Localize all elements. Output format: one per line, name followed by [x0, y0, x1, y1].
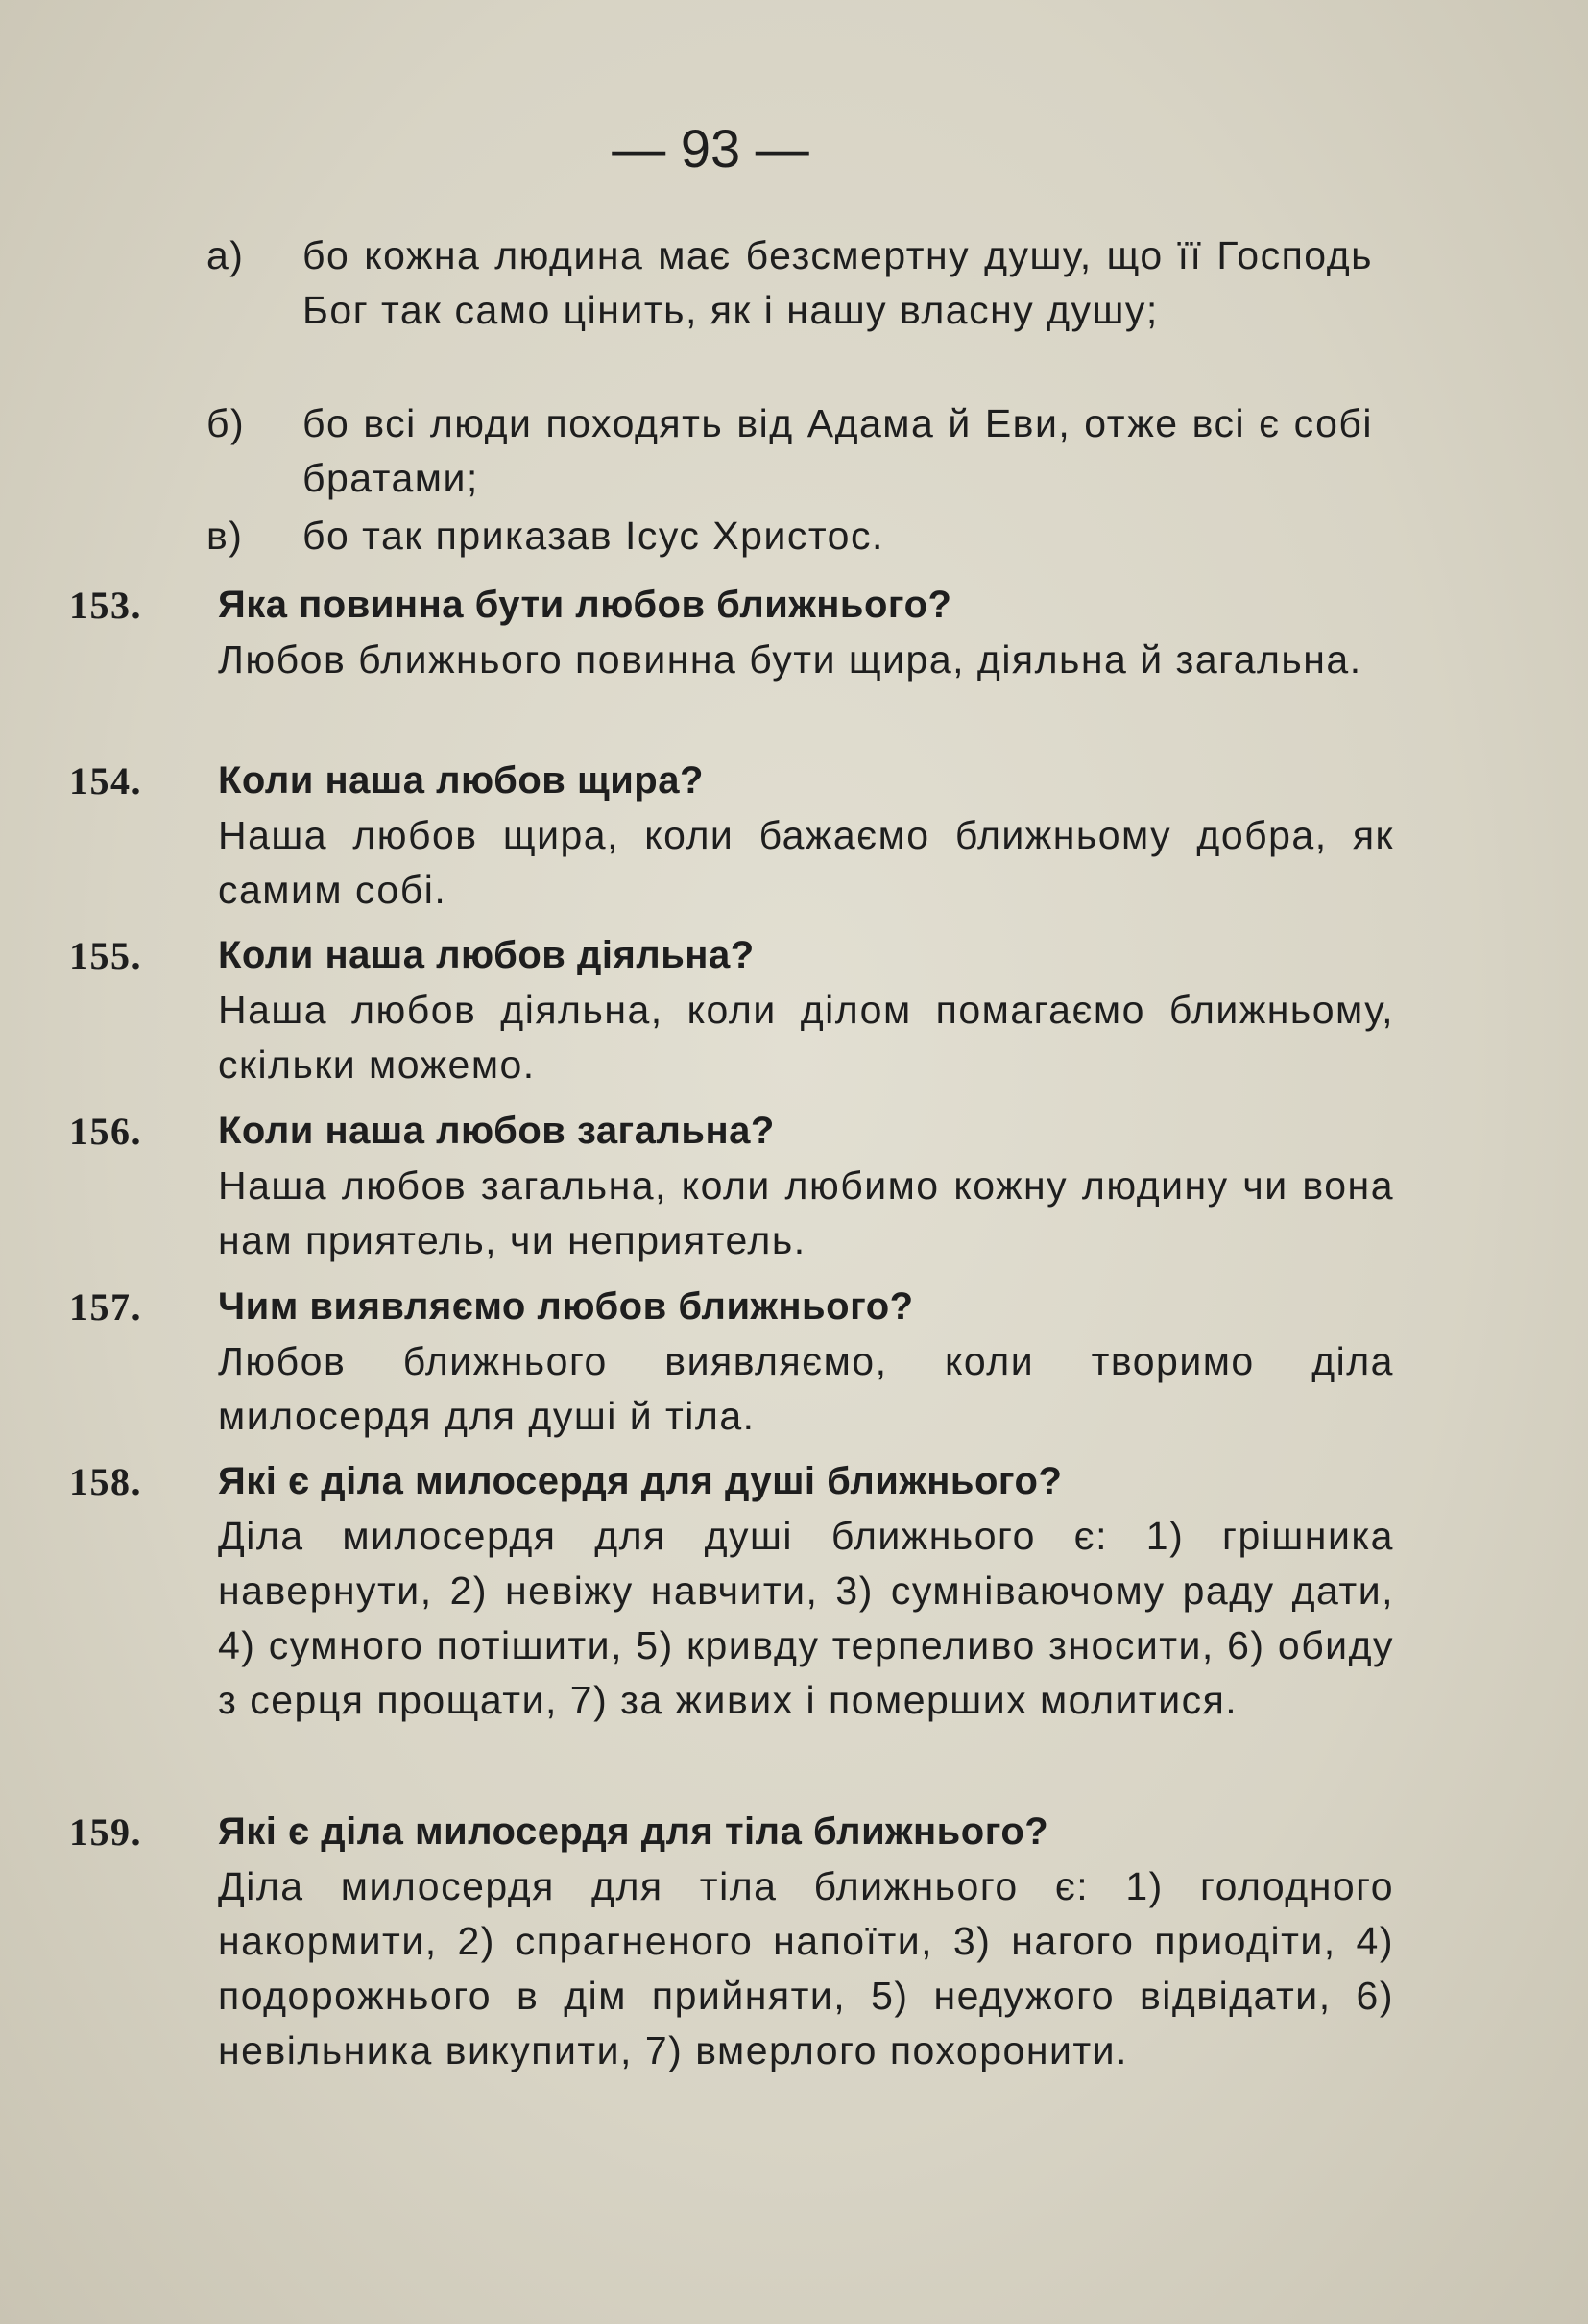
- question-text: Які є діла милосердя для душі ближнього?: [218, 1460, 1063, 1502]
- answer-text: Любов ближнього повинна бути щира, діяльна й загальна.: [218, 637, 1362, 682]
- question-number: 153.: [69, 584, 142, 627]
- question-number: 154.: [69, 759, 142, 803]
- sub-item-letter: в): [206, 514, 244, 558]
- answer-text: Наша любов діяльна, коли ділом помагаємо ближньому, скільки можемо.: [218, 988, 1394, 1087]
- sub-item-b: [206, 396, 1373, 506]
- sub-item-a: [206, 228, 1373, 338]
- answer-text: Діла милосердя для тіла ближнього є: 1) голодного накормити, 2) спрагненого напоїти, 3) нагого приодіти, 4) подорожнього в дім прийняти, 5) недужого відвідати, 6) невільника викупити, 7) вмерлого похоронити.: [218, 1864, 1394, 2072]
- answer-text: Діла милосердя для душі ближнього є: 1) грішника навернути, 2) невіжу навчити, 3) сумніваючому раду дати, 4) сумного потішити, 5) кривду терпеливо зносити, 6) обиду з серця прощати, 7) за живих і померших молитися.: [218, 1514, 1394, 1722]
- question-154: [69, 754, 1394, 918]
- question-159: [69, 1805, 1394, 2078]
- question-text: Коли наша любов діяльна?: [218, 934, 755, 976]
- question-number: 156.: [69, 1110, 142, 1153]
- question-number: 157.: [69, 1285, 142, 1329]
- sub-item-text: бо кожна людина має безсмертну душу, що її Господь Бог так само цінить, як і нашу власну душу;: [302, 233, 1373, 332]
- sub-item-text: бо так приказав Ісус Христос.: [302, 514, 884, 558]
- question-text: Які є діла милосердя для тіла ближнього?: [218, 1810, 1049, 1853]
- question-text: Коли наша любов загальна?: [218, 1110, 775, 1152]
- sub-item-letter: б): [206, 401, 246, 445]
- question-number: 159.: [69, 1810, 142, 1854]
- question-156: [69, 1104, 1394, 1268]
- answer-text: Наша любов щира, коли бажаємо ближньому добра, як самим собі.: [218, 813, 1394, 912]
- question-text: Чим виявляємо любов ближнього?: [218, 1285, 914, 1328]
- answer-text: Любов ближнього виявляємо, коли творимо діла милосердя для душі й тіла.: [218, 1339, 1394, 1438]
- question-text: Коли наша любов щира?: [218, 759, 704, 802]
- sub-item-text: бо всі люди походять від Адама й Еви, отже всі є собі братами;: [302, 401, 1373, 500]
- question-158: [69, 1454, 1394, 1728]
- question-155: [69, 928, 1394, 1092]
- question-number: 158.: [69, 1460, 142, 1503]
- sub-item-c: [206, 509, 1373, 563]
- question-157: [69, 1280, 1394, 1444]
- question-text: Яка повинна бути любов ближнього?: [218, 584, 952, 626]
- question-153: [69, 578, 1394, 687]
- sub-item-letter: а): [206, 233, 245, 277]
- answer-text: Наша любов загальна, коли любимо кожну людину чи вона нам приятель, чи неприятель.: [218, 1163, 1394, 1262]
- question-number: 155.: [69, 934, 142, 977]
- page-number: — 93 —: [612, 118, 809, 179]
